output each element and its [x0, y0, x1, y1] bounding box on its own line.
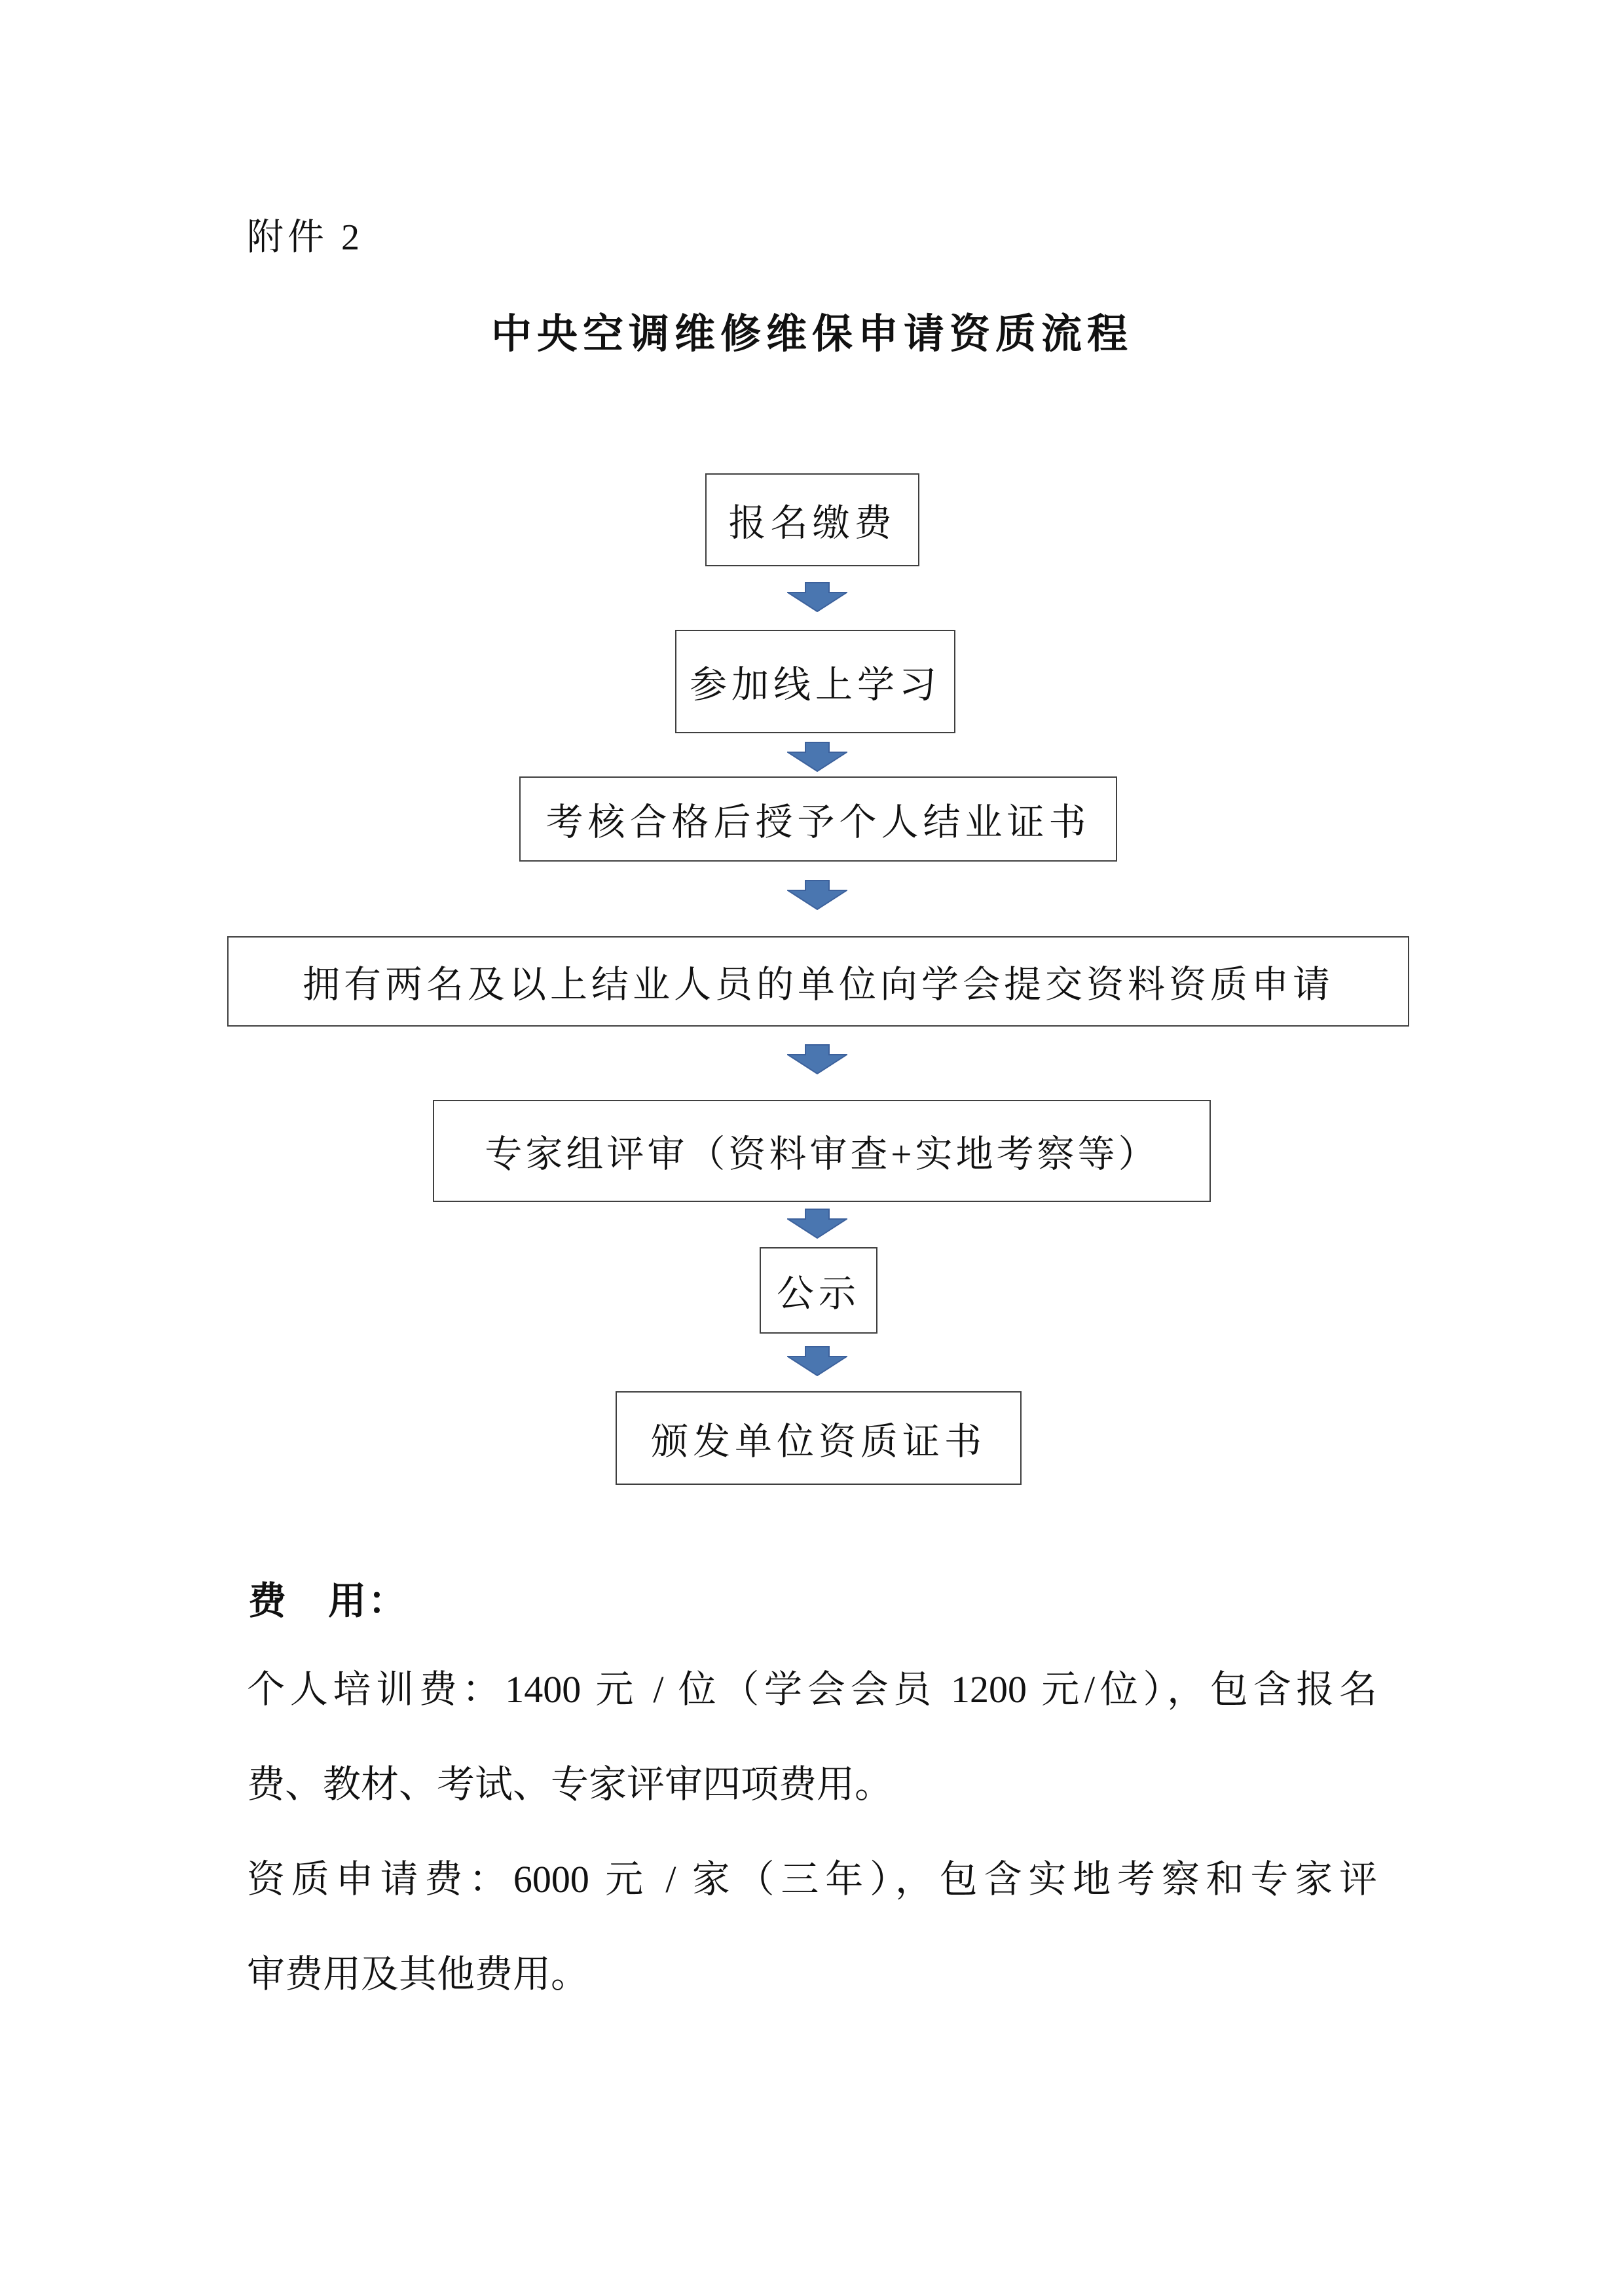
down-arrow-icon — [787, 582, 847, 612]
attachment-label: 附件 2 — [247, 217, 363, 258]
fees-section — [247, 1642, 1377, 2022]
flow-step-box-certificate — [519, 776, 1117, 862]
flow-step-box-expert-review — [433, 1100, 1211, 1202]
flow-step-label: 报名缴费 — [728, 503, 896, 544]
down-arrow-icon — [787, 880, 847, 910]
fees-heading: 费 用： — [248, 1580, 409, 1622]
fee-text-line: 审费用及其他费用。 — [247, 1953, 589, 1995]
flow-step-label: 专家组评审（资料审查+实地考察等） — [485, 1134, 1159, 1175]
fee-text-line: 资质申请费：6000 元 / 家（三年），包含实地考察和专家评 — [247, 1858, 1377, 1901]
down-arrow-icon — [787, 1044, 847, 1074]
down-arrow-icon — [787, 1346, 847, 1376]
flow-step-label: 参加线上学习 — [690, 665, 941, 706]
flow-step-label: 考核合格后授予个人结业证书 — [545, 802, 1091, 843]
down-arrow-icon — [787, 1209, 847, 1239]
flow-step-box-online-study — [675, 630, 955, 733]
flow-step-box-issue-certificate — [616, 1391, 1022, 1485]
flow-step-box-signup — [705, 473, 919, 566]
fee-text-line: 费、教材、考试、专家评审四项费用。 — [247, 1763, 893, 1806]
fee-text-line: 个人培训费：1400 元 / 位（学会会员 1200 元/位），包含报名 — [247, 1668, 1377, 1711]
flow-step-box-submit-application — [227, 936, 1409, 1027]
flow-step-label: 拥有两名及以上结业人员的单位向学会提交资料资质申请 — [303, 964, 1334, 1006]
flow-step-label: 公示 — [777, 1273, 860, 1315]
page-title: 中央空调维修维保申请资质流程 — [490, 312, 1133, 357]
down-arrow-icon — [787, 742, 847, 772]
flow-step-label: 颁发单位资质证书 — [651, 1421, 986, 1463]
flow-step-box-publicity — [760, 1247, 877, 1334]
